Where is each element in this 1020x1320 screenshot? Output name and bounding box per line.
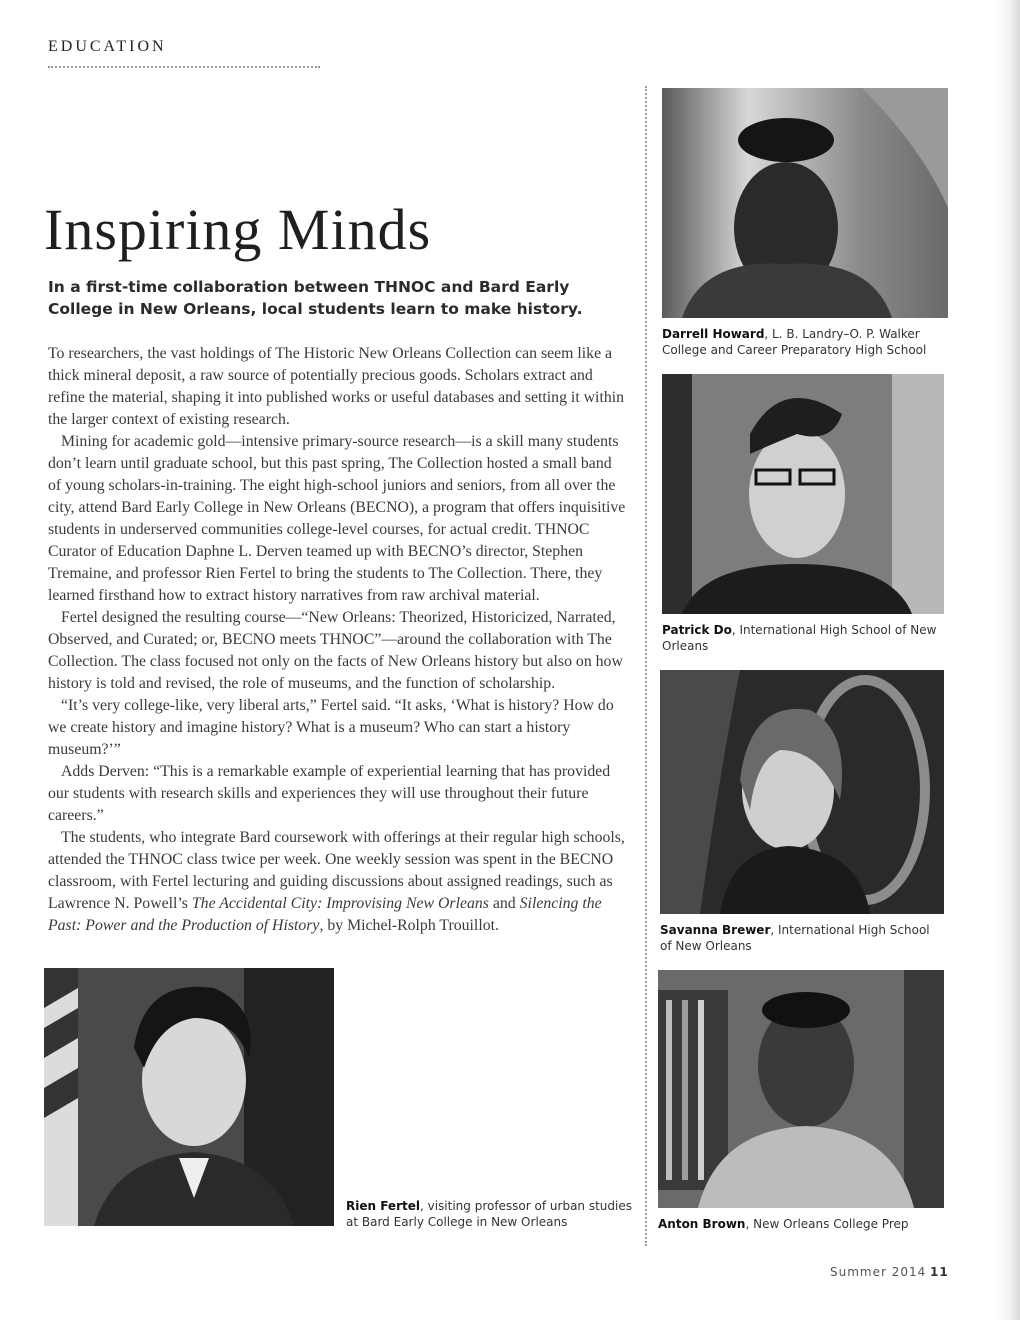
article-title: Inspiring Minds xyxy=(44,197,432,262)
portrait-photo-patrick-do xyxy=(662,374,944,614)
body-paragraph: To researchers, the vast holdings of The Historic New Orleans Collection can seem like a thick mineral deposit, a raw source of potentially precious goods. Scholars extract and refine the material, shaping it into published works or useful databases and setting it within the larger context of existing research. xyxy=(48,345,625,428)
photo-caption xyxy=(346,1198,636,1230)
body-text-span: The students, who integrate Bard coursework with offerings at their regular high schools, attended the THNOC class twice per week. One weekly session was spent in the BECNO classroom, with Fertel lecturing and guiding discussions about assigned readings, such as Lawrence N. Powell’s xyxy=(48,829,625,912)
body-paragraph: Fertel designed the resulting course—“New Orleans: Theorized, Historicized, Narrated, Observed, and Curated; or, BECNO meets THNOC”—around the collaboration with The Collection. The class focused not only on the facts of New Orleans history but also on how history is told and revised, the role of museums, and the function of scholarship. xyxy=(48,609,623,692)
page-number: 11 xyxy=(930,1265,949,1279)
caption-name: Patrick Do xyxy=(662,623,732,637)
portrait-photo-rien-fertel xyxy=(44,968,334,1226)
issue-label: Summer 2014 xyxy=(830,1265,927,1279)
caption-name: Savanna Brewer xyxy=(660,923,771,937)
caption-affiliation: , L. B. Landry–O. P. Walker College and Career Preparatory High School xyxy=(662,327,927,357)
body-text-span: and xyxy=(488,895,520,912)
caption-affiliation: , New Orleans College Prep xyxy=(745,1217,909,1231)
body-text-span: , by Michel-Rolph Trouillot. xyxy=(319,917,499,934)
body-paragraph xyxy=(48,827,628,937)
caption-name: Rien Fertel xyxy=(346,1199,420,1213)
section-divider xyxy=(48,66,320,68)
article-deck: In a first-time collaboration between THNOC and Bard Early College in New Orleans, local students learn to make history. xyxy=(48,278,583,318)
caption-name: Darrell Howard xyxy=(662,327,765,341)
book-title: The Accidental City: Improvising New Orleans xyxy=(191,895,489,912)
caption-name: Anton Brown xyxy=(658,1217,746,1231)
page-edge-shadow xyxy=(996,0,1020,1320)
portrait-photo-darrell-howard xyxy=(662,88,948,318)
portrait-photo-anton-brown xyxy=(658,970,944,1208)
caption-affiliation: , International High School of New Orleans xyxy=(662,623,937,653)
body-paragraph: Adds Derven: “This is a remarkable example of experiential learning that has provided our students with research skills and experiences they will use throughout their future careers.” xyxy=(48,763,611,824)
body-paragraph: “It’s very college-like, very liberal arts,” Fertel said. “It asks, ‘What is history? How do we create history and imagine history? What is a museum? Who can start a history museum?’” xyxy=(48,697,614,758)
section-label: EDUCATION xyxy=(48,38,167,55)
photo-caption xyxy=(662,326,944,358)
column-divider xyxy=(645,86,647,1246)
body-paragraph: Mining for academic gold—intensive primary-source research—is a skill many students don’t learn until graduate school, but this past spring, The Collection hosted a small band of young scholars-in-training. The eight high-school juniors and seniors, from all over the city, attend Bard Early College in New Orleans (BECNO), a program that offers inquisitive students in underserved communities college-level courses, for actual credit. THNOC Curator of Education Daphne L. Derven teamed up with BECNO’s director, Stephen Tremaine, and professor Rien Fertel to bring the students to The Collection. There, they learned firsthand how to extract history narratives from raw archival material. xyxy=(48,433,626,604)
photo-caption xyxy=(658,1216,940,1232)
photo-caption xyxy=(662,622,944,654)
photo-caption xyxy=(660,922,942,954)
book-title: Silencing the Past: Power and the Production of History xyxy=(48,895,602,934)
caption-affiliation: , visiting professor of urban studies at Bard Early College in New Orleans xyxy=(346,1199,632,1229)
caption-affiliation: , International High School of New Orleans xyxy=(660,923,930,953)
portrait-photo-savanna-brewer xyxy=(660,670,944,914)
article-body xyxy=(48,343,628,937)
